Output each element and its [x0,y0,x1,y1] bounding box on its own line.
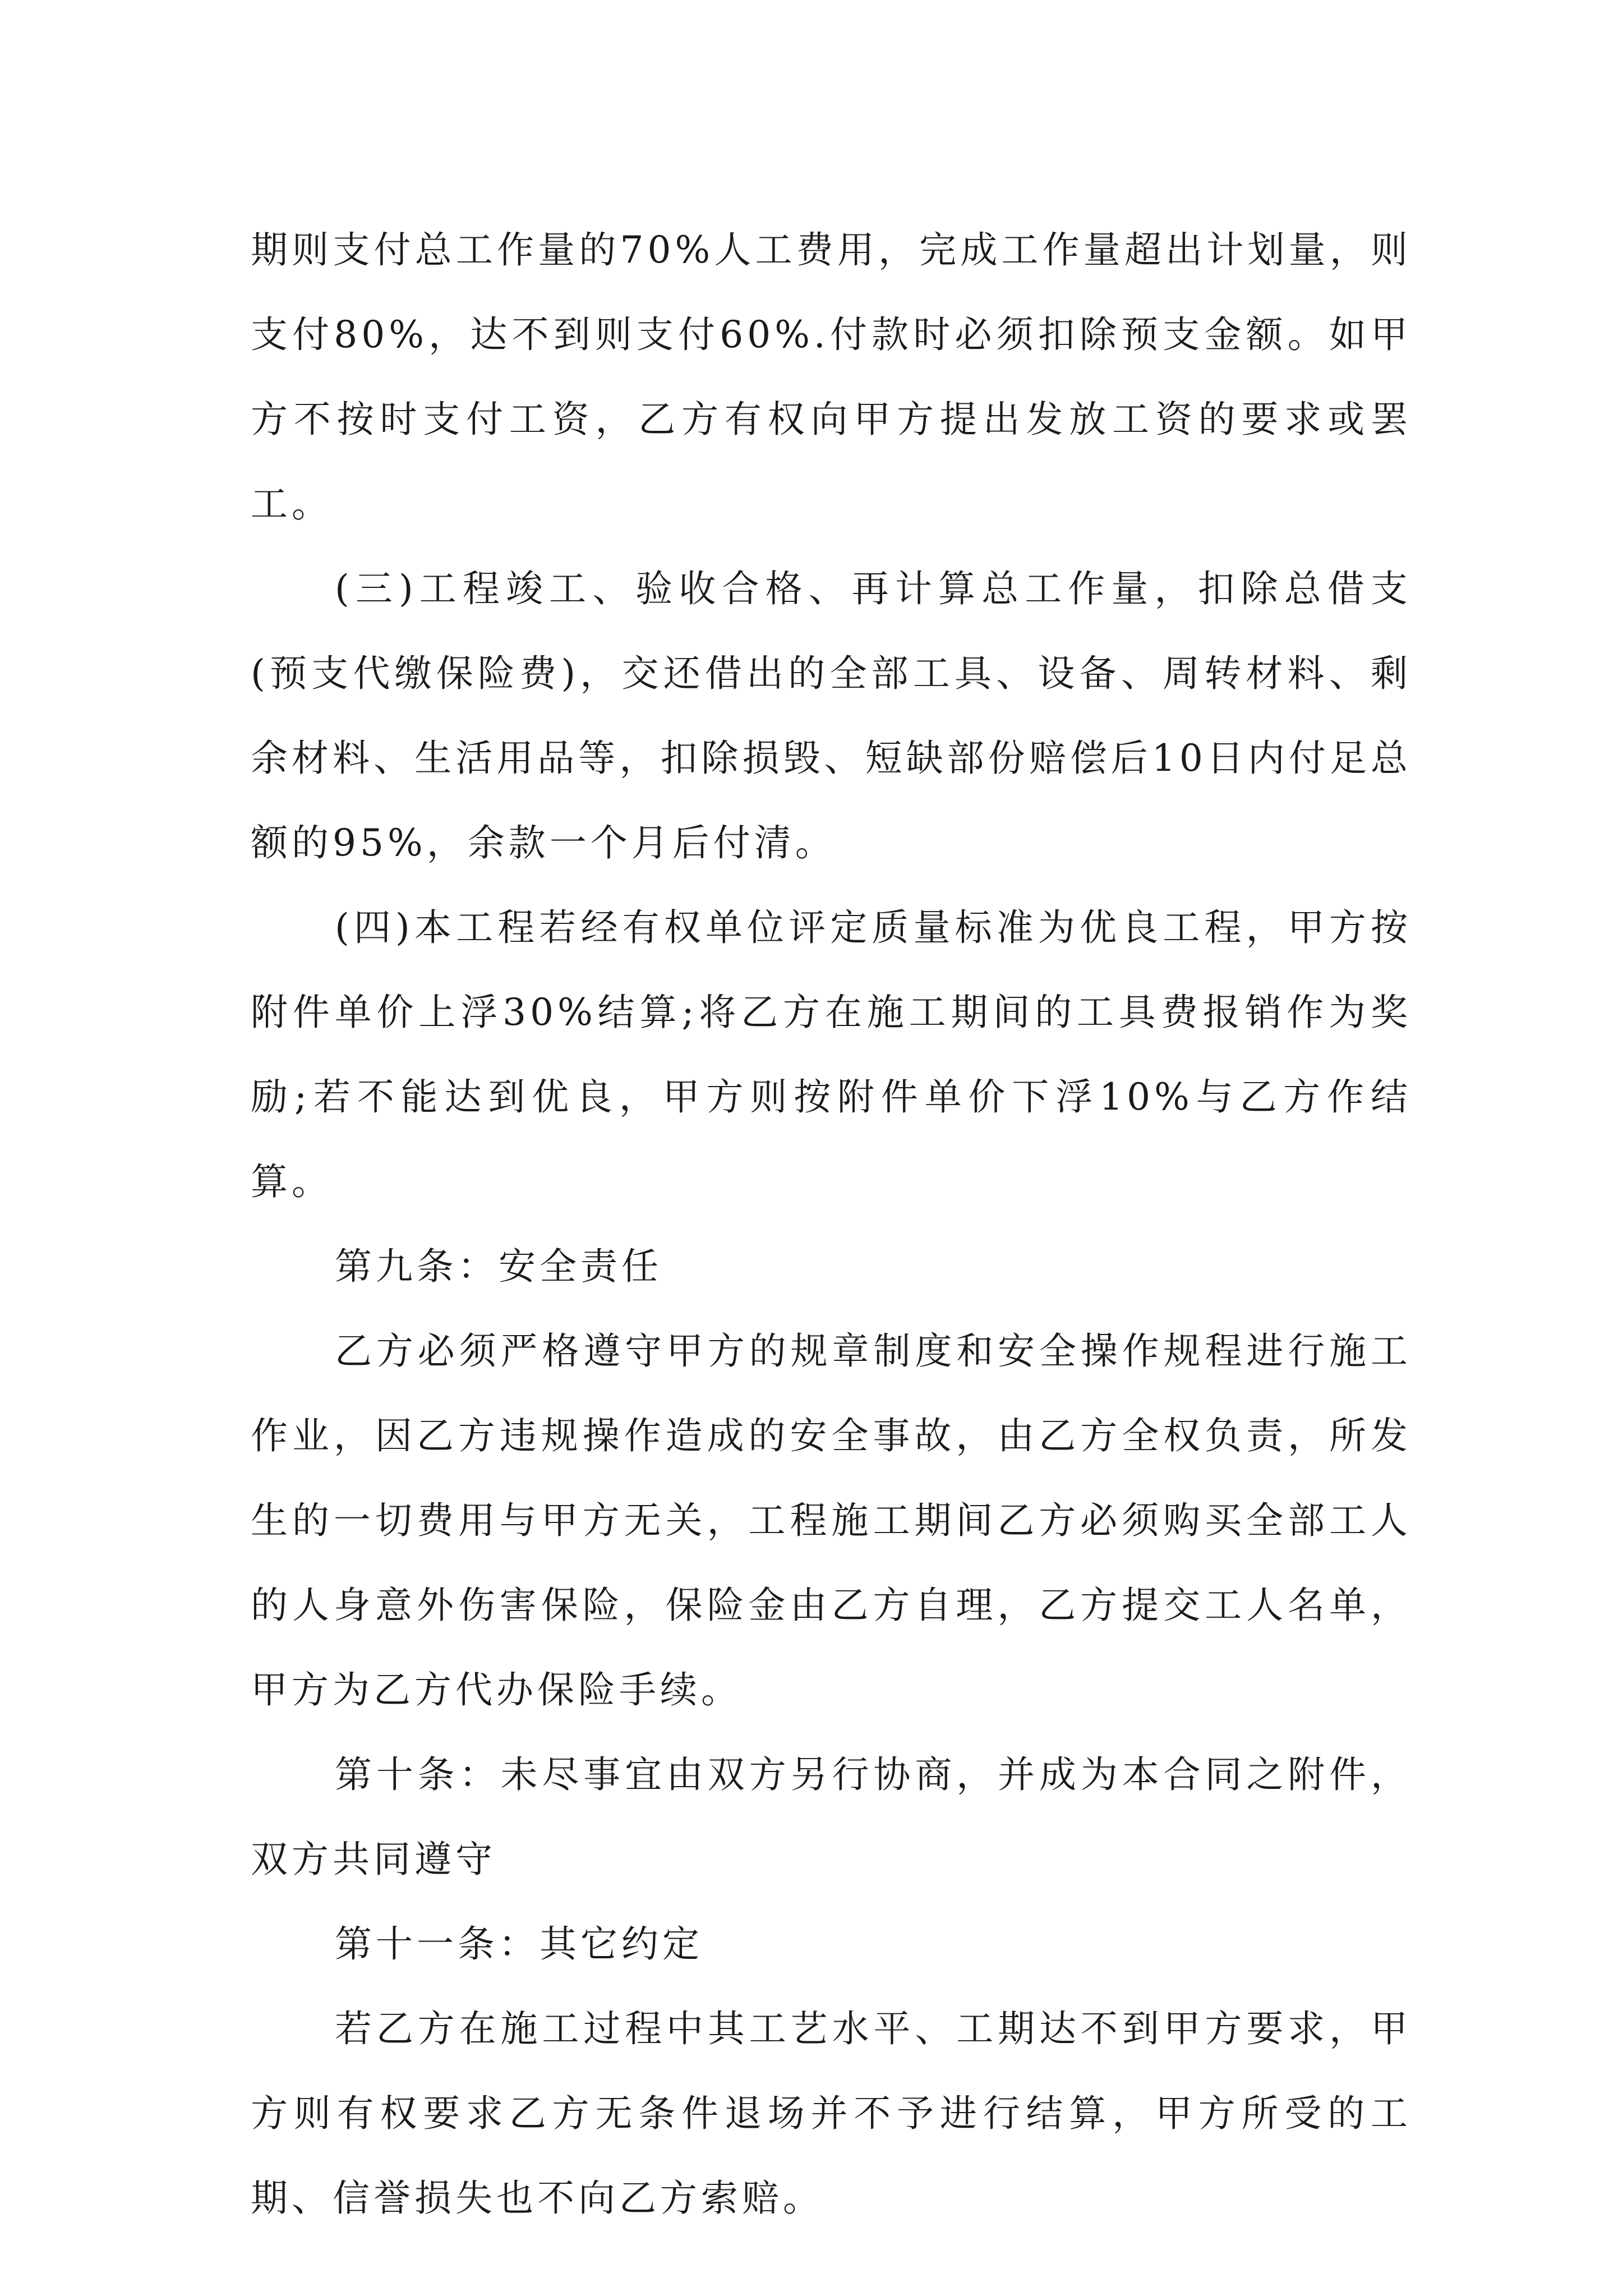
heading-article-nine: 第九条：安全责任 [335,1245,662,1288]
paragraph-safety-responsibility: 乙方必须严格遵守甲方的规章制度和安全操作规程进行施工作业，因乙方违规操作造成的安全事故，由乙方全权负责，所发生的一切费用与甲方无关，工程施工期间乙方必须购买全部工人的人身意外伤害保险，保险金由乙方自理，乙方提交工人名单，甲方为乙方代办保险手续。 [251,1329,1412,1711]
paragraph-clause-four: (四)本工程若经有权单位评定质量标准为优良工程，甲方按附件单价上浮30%结算;将乙方在施工期间的工具费报销作为奖励;若不能达到优良，甲方则按附件单价下浮10%与乙方作结算。 [251,906,1412,1203]
document-body [251,208,1412,2240]
paragraph-payment-terms-continued: 期则支付总工作量的70%人工费用，完成工作量超出计划量，则支付80%，达不到则支付60%.付款时必须扣除预支金额。如甲方不按时支付工资，乙方有权向甲方提出发放工资的要求或罢工。 [251,228,1412,526]
paragraph-clause-three: (三)工程竣工、验收合格、再计算总工作量，扣除总借支(预支代缴保险费)，交还借出的全部工具、设备、周转材料、剩余材料、生活用品等，扣除损毁、短缺部份赔偿后10日内付足总额的95%，余款一个月后付清。 [251,567,1412,864]
paragraph-article-ten: 第十条：未尽事宜由双方另行协商，并成为本合同之附件，双方共同遵守 [251,1753,1412,1881]
paragraph-other-agreements: 若乙方在施工过程中其工艺水平、工期达不到甲方要求，甲方则有权要求乙方无条件退场并不予进行结算，甲方所受的工期、信誉损失也不向乙方索赔。 [251,2007,1412,2220]
heading-article-eleven: 第十一条：其它约定 [335,1922,703,1966]
